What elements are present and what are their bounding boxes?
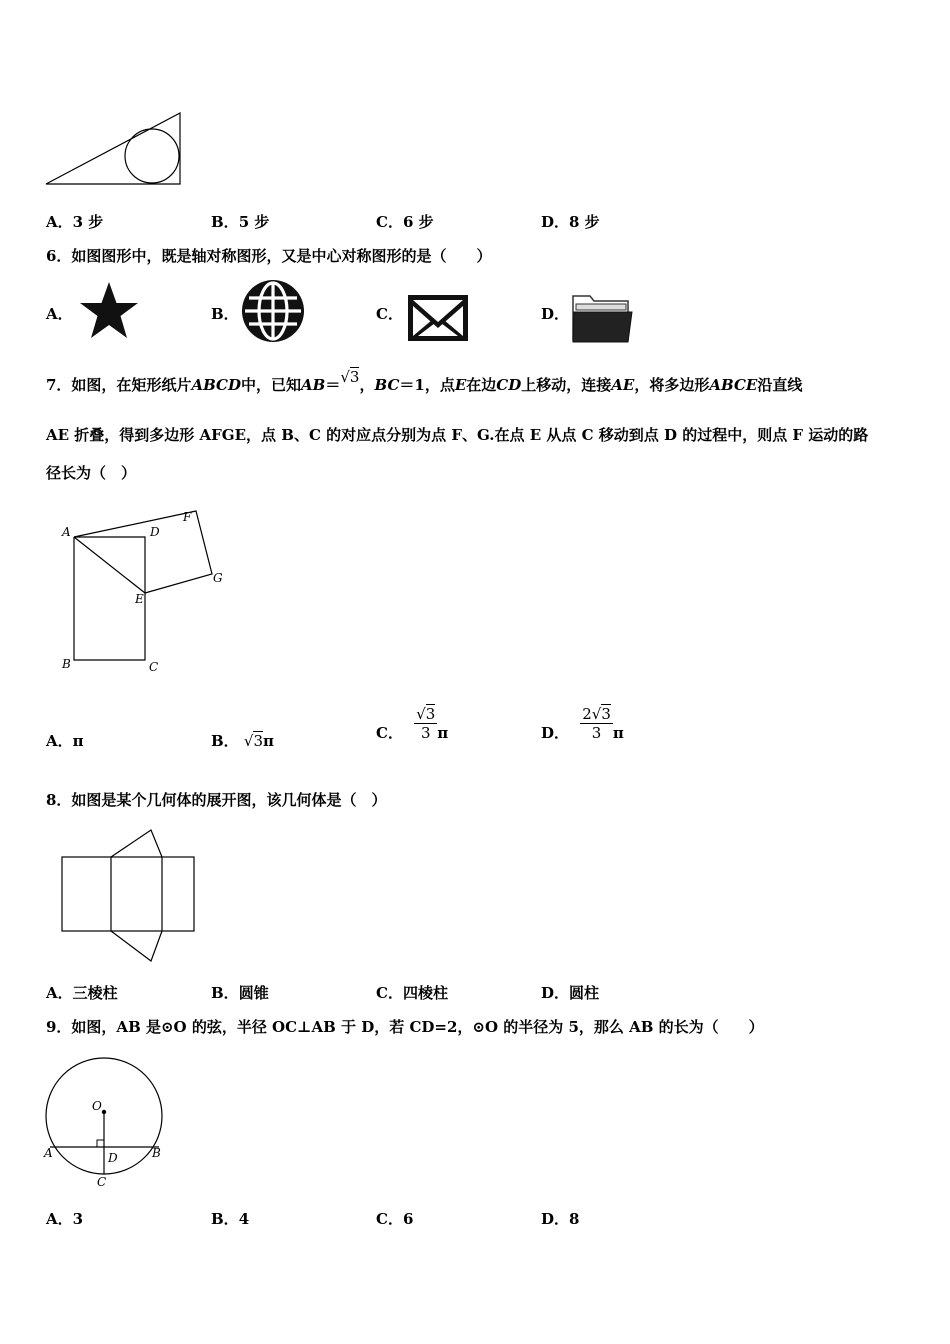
q6-option-d-label[interactable]: D． bbox=[541, 305, 570, 323]
incircle-shape bbox=[125, 129, 179, 183]
star-icon bbox=[76, 278, 142, 344]
q7-stem-line3: 径长为（ ） bbox=[46, 464, 137, 482]
net-bottom-triangle bbox=[111, 931, 162, 961]
q8-option-c[interactable]: C．四棱柱 bbox=[376, 984, 448, 1002]
segment-ae bbox=[74, 537, 145, 593]
globe-icon bbox=[240, 278, 306, 344]
label-a: A bbox=[44, 1146, 53, 1160]
q9-option-b[interactable]: B．4 bbox=[211, 1210, 250, 1228]
label-c: C bbox=[149, 660, 159, 674]
net-top-triangle bbox=[111, 830, 162, 857]
q8-stem: 8．如图是某个几何体的展开图，该几何体是（ ） bbox=[46, 791, 387, 809]
label-o: O bbox=[92, 1099, 102, 1113]
triangle-shape bbox=[46, 113, 180, 184]
q5-option-a[interactable]: A．3 步 bbox=[46, 213, 104, 231]
label-g: G bbox=[213, 571, 223, 585]
label-b: B bbox=[152, 1146, 161, 1160]
center-point bbox=[102, 1110, 106, 1114]
q9-circle-figure bbox=[42, 1050, 172, 1190]
q9-stem: 9．如图，AB 是⊙O 的弦，半径 OC⊥AB 于 D，若 CD=2，⊙O 的半径为 5，那么 AB 的长为（ ） bbox=[46, 1018, 764, 1036]
q7-option-d[interactable]: D． $\frac{2√3}{3}$ π bbox=[541, 705, 624, 742]
q9-option-a[interactable]: A．3 bbox=[46, 1210, 84, 1228]
q6-option-b-label[interactable]: B． bbox=[211, 305, 239, 323]
q5-option-c[interactable]: C．6 步 bbox=[376, 213, 434, 231]
q5-option-d[interactable]: D．8 步 bbox=[541, 213, 600, 231]
q9-option-c[interactable]: C．6 bbox=[376, 1210, 414, 1228]
q7-option-c[interactable]: C． $\frac{√3}{3}$ π bbox=[376, 705, 449, 742]
q6-stem: 6．如图图形中，既是轴对称图形，又是中心对称图形的是（ ） bbox=[46, 247, 492, 265]
net-rectangle bbox=[62, 857, 194, 931]
label-e: E bbox=[135, 592, 144, 606]
label-b: B bbox=[62, 657, 71, 671]
q7-option-b[interactable]: B． √3π bbox=[211, 732, 275, 750]
q9-option-d[interactable]: D．8 bbox=[541, 1210, 580, 1228]
q6-option-c-label[interactable]: C． bbox=[376, 305, 403, 323]
q7-stem-line1: 7．如图，在矩形纸片ABCD中，已知AB＝√3，BC＝1，点E在边CD上移动，连接AE，将多边形ABCE沿直线 bbox=[46, 368, 803, 394]
label-f: F bbox=[183, 510, 192, 524]
q6-option-a-label[interactable]: A． bbox=[46, 305, 73, 323]
q8-option-a[interactable]: A．三棱柱 bbox=[46, 984, 118, 1002]
label-d: D bbox=[150, 525, 160, 539]
label-a: A bbox=[62, 525, 71, 539]
q5-option-b[interactable]: B．5 步 bbox=[211, 213, 270, 231]
q7-rectangle-fold-figure bbox=[55, 505, 235, 675]
label-d: D bbox=[108, 1151, 118, 1165]
q7-stem-line2: AE 折叠，得到多边形 AFGE，点 B、C 的对应点分别为点 F、G.在点 E 从点 C 移动到点 D 的过程中，则点 F 运动的路 bbox=[46, 426, 869, 444]
folder-icon bbox=[570, 290, 634, 346]
right-angle-mark bbox=[97, 1140, 104, 1147]
q8-option-b[interactable]: B．圆锥 bbox=[211, 984, 269, 1002]
q8-option-d[interactable]: D．圆柱 bbox=[541, 984, 600, 1002]
label-c: C bbox=[97, 1175, 107, 1189]
q5-triangle-figure bbox=[44, 110, 184, 190]
envelope-icon bbox=[406, 292, 472, 344]
q7-option-a[interactable]: A．π bbox=[46, 732, 84, 750]
q8-net-figure bbox=[58, 826, 198, 966]
